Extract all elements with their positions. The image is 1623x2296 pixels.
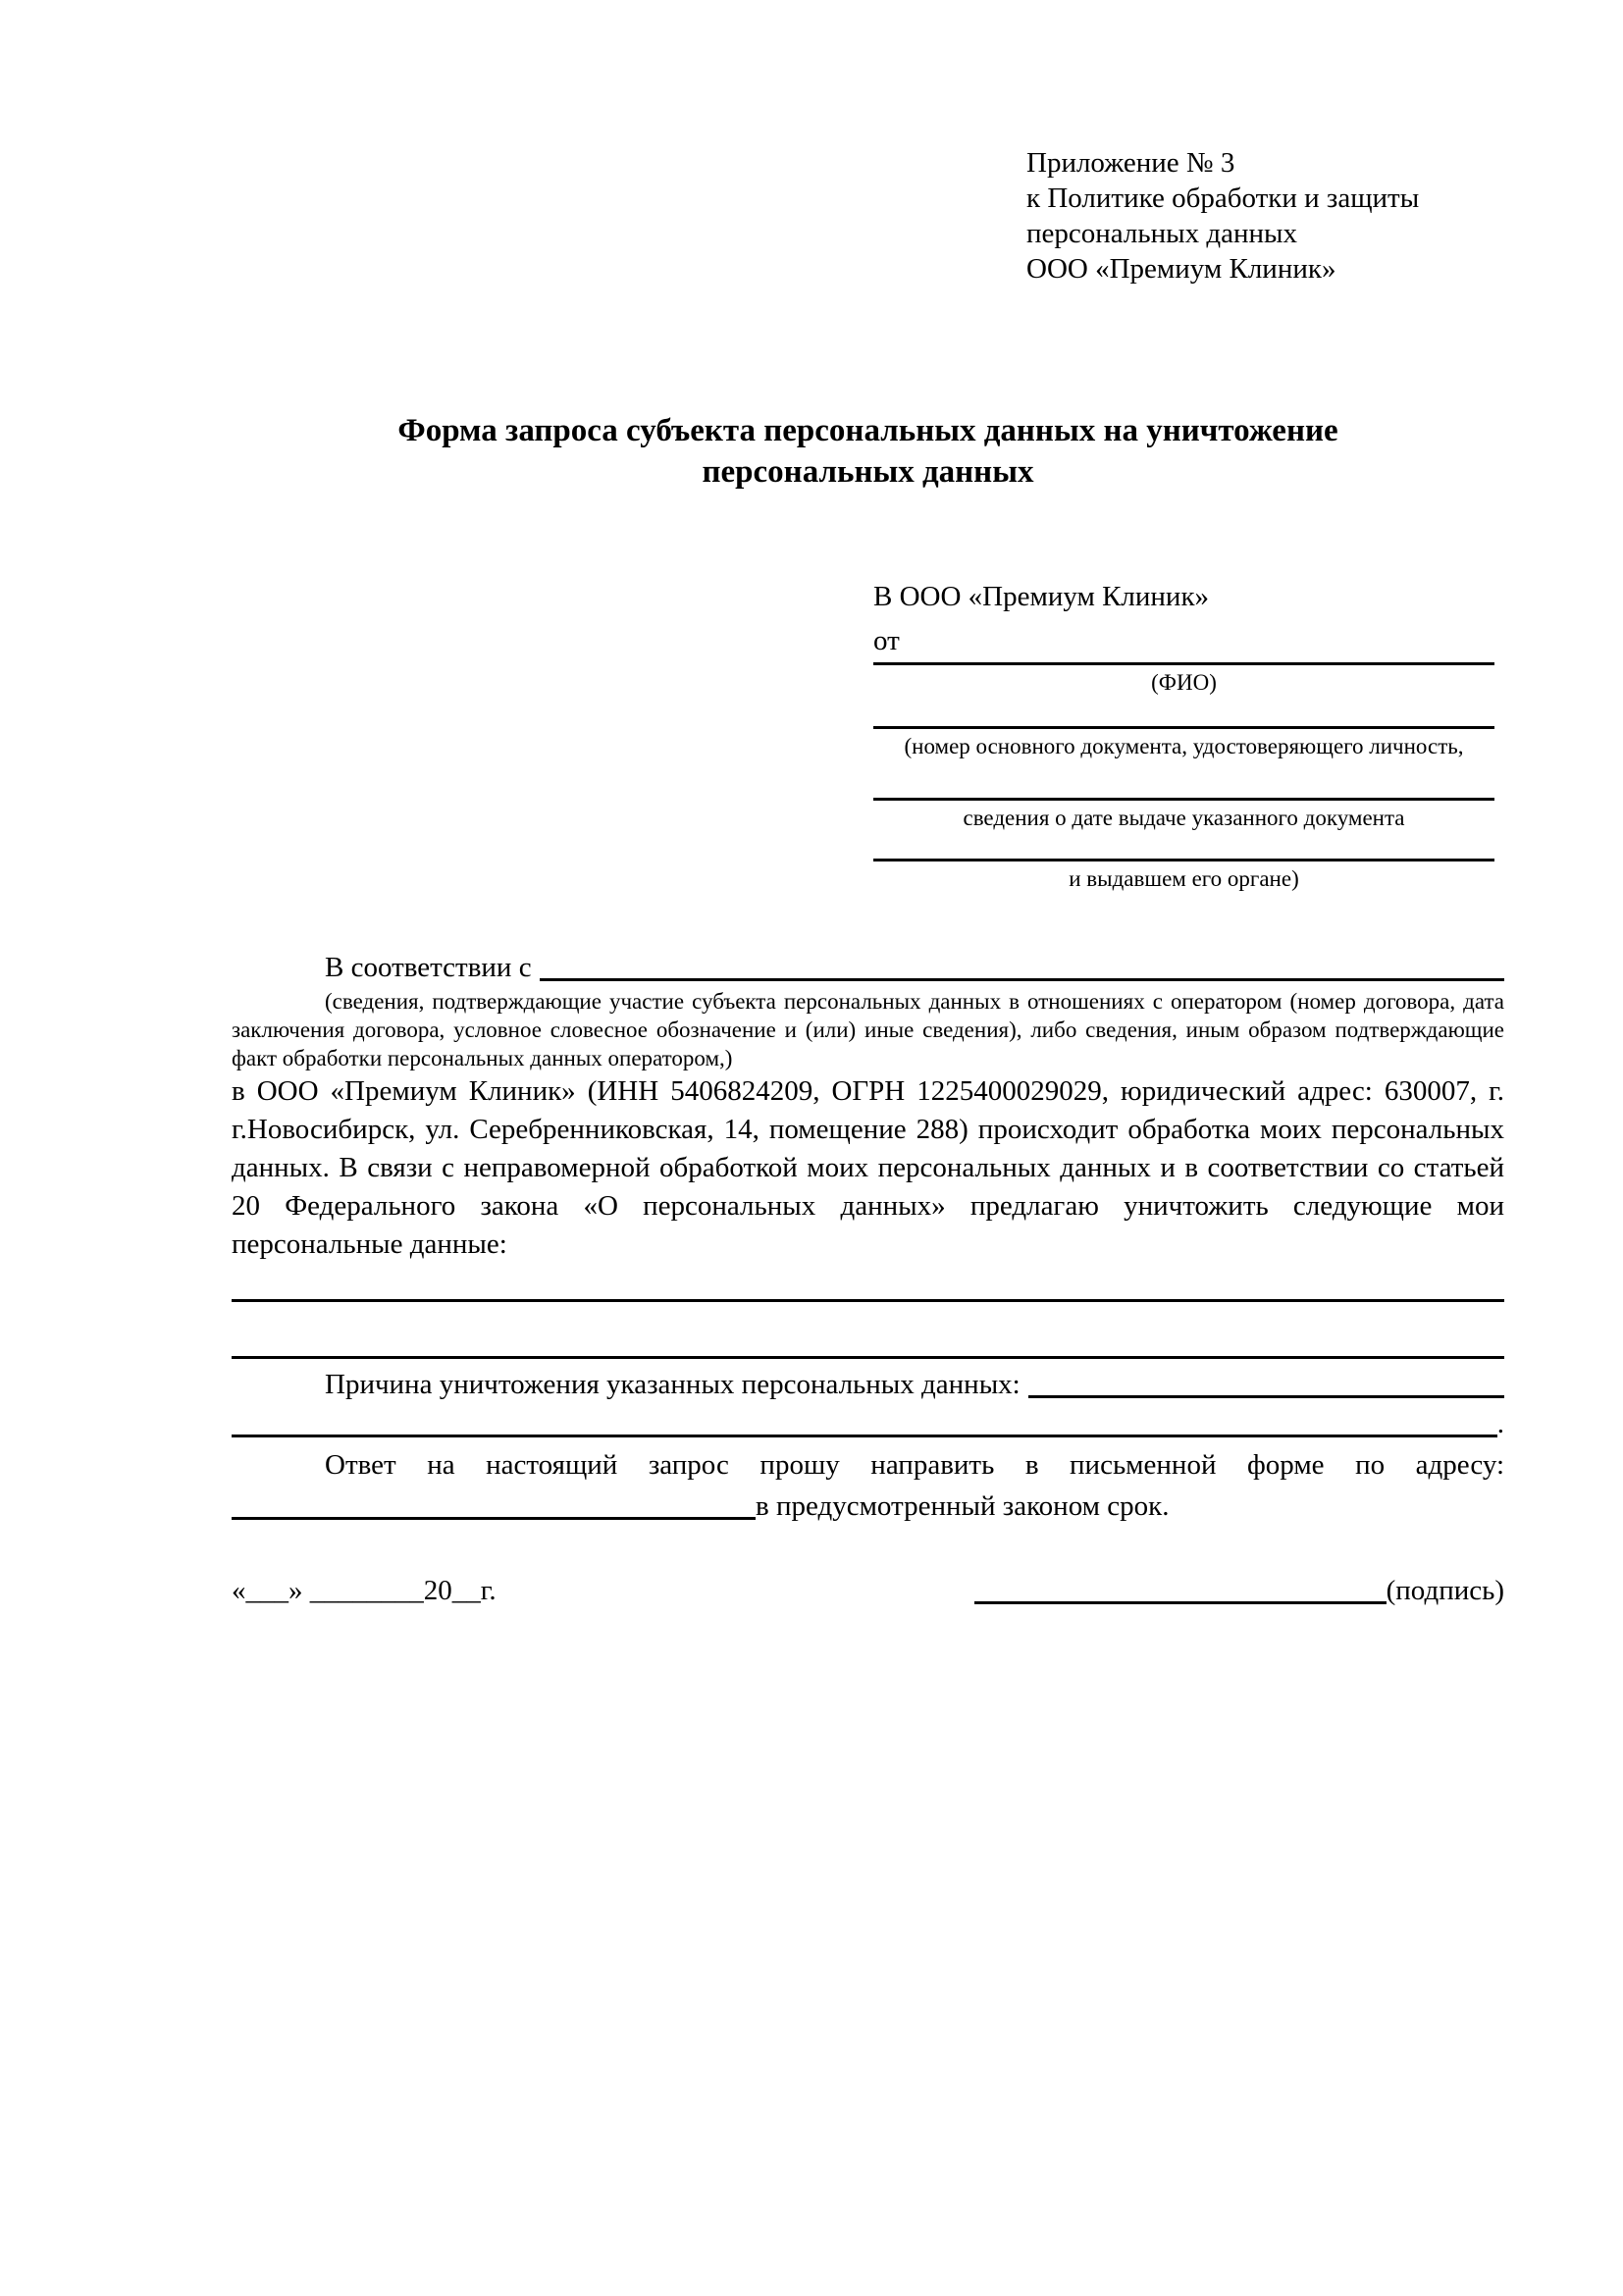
signature-group (974, 1571, 1504, 1610)
appendix-line-1: Приложение № 3 (1026, 147, 1235, 179)
appendix-line-4: ООО «Премиум Клиник» (1026, 253, 1336, 285)
main-paragraph: в ООО «Премиум Клиник» (ИНН 5406824209, ОГРН 1225400029029, юридический адрес: 630007, г. г.Новосибирск, ул. Серебренниковская, 14, помещение 288) происходит обработка моих персональных данных. В связи с неправомерной обработкой моих персональных данных и в соответствии со статьей 20 Федерального закона «О персональных данных» предлагаю уничтожить следующие мои персональные данные: (232, 1075, 1504, 1260)
reason-continuation-row (232, 1404, 1504, 1443)
date-placeholder: «___» ________20__г. (232, 1575, 497, 1606)
response-paragraph: Ответ на настоящий запрос прошу направить в письменной форме по адресу: (325, 1449, 1504, 1481)
address-blank-line (232, 1517, 756, 1520)
signature-caption: (подпись) (1386, 1575, 1504, 1606)
document-title-line-1: Форма запроса субъекта персональных данных на уничтожение (397, 413, 1338, 448)
fio-caption: (ФИО) (1151, 670, 1217, 695)
footer-row (232, 1571, 1504, 1610)
issuing-authority-caption: и выдавшем его органе) (1069, 866, 1299, 891)
reason-blank-line (1028, 1395, 1504, 1398)
accordance-footnote: (сведения, подтверждающие участие субъекта персональных данных в отношениях с оператором (номер договора, дата заключения договора, условное словесное обозначение и (или) иные сведения), либо сведения, иным образом подтверждающие факт обработки персональных данных оператором,) (232, 989, 1504, 1070)
personal-data-blank-line-2 (232, 1302, 1504, 1359)
identity-document-number-caption: (номер основного документа, удостоверяющего личность, (904, 734, 1464, 758)
appendix-header (1026, 145, 1504, 287)
period-text: . (1496, 1408, 1504, 1439)
reason-row (232, 1365, 1504, 1404)
addressee-from-label: от (873, 625, 900, 656)
issue-date-caption: сведения о дате выдаче указанного документа (963, 806, 1405, 830)
issue-date-blank-line (873, 760, 1494, 801)
reason-blank-line-2 (232, 1435, 1497, 1437)
accordance-blank-line (540, 978, 1504, 981)
response-address-row (232, 1487, 1504, 1526)
addressee-organization: В ООО «Премиум Клиник» (873, 581, 1210, 612)
appendix-line-2: к Политике обработки и защиты (1026, 183, 1420, 214)
response-tail-text: в предусмотренный законом срок. (756, 1490, 1170, 1522)
accordance-label: В соответствии с (325, 952, 532, 983)
document-title (232, 410, 1504, 493)
appendix-line-3: персональных данных (1026, 218, 1298, 249)
issuing-authority-blank-line (873, 832, 1494, 861)
identity-document-number-blank-line (873, 697, 1494, 729)
accordance-row (232, 948, 1504, 987)
signature-blank-line (974, 1601, 1387, 1604)
personal-data-blank-line-1 (232, 1264, 1504, 1302)
addressee-block (873, 574, 1494, 893)
reason-label: Причина уничтожения указанных персональных данных: (325, 1369, 1021, 1400)
document-title-line-2: персональных данных (702, 454, 1034, 490)
fio-blank-line (873, 662, 1494, 665)
